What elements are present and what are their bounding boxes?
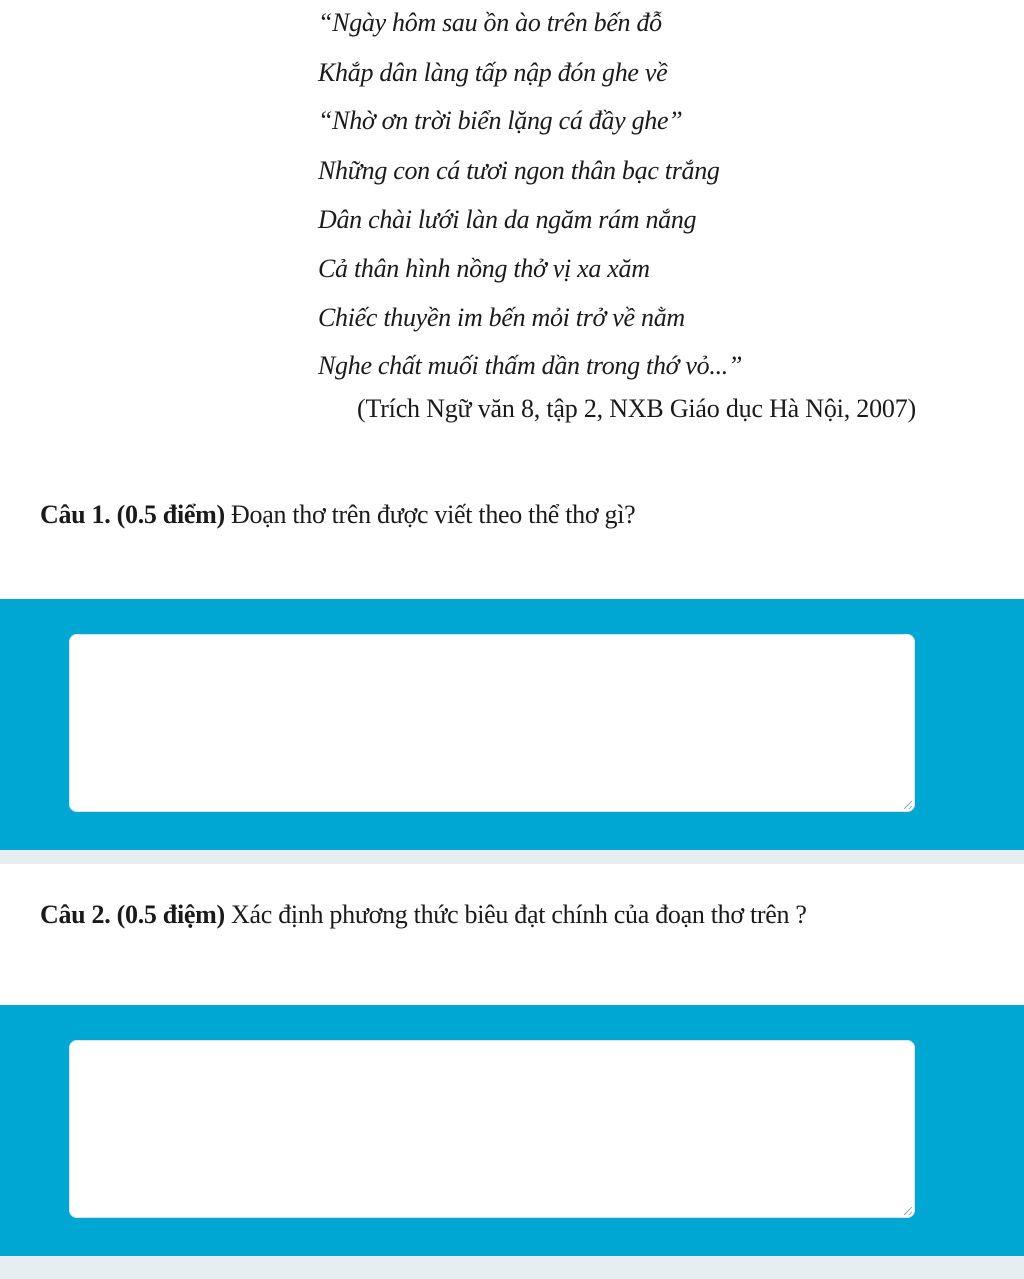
- question-2-label: Câu 2. (0.5 điệm): [40, 900, 225, 929]
- poem-line: “Ngày hôm sau ồn ào trên bến đỗ: [318, 8, 662, 37]
- answer-section-2: [0, 1005, 1024, 1256]
- answer-2-textarea[interactable]: [69, 1040, 915, 1218]
- section-separator: [0, 850, 1024, 864]
- poem-line: Cả thân hình nồng thở vị xa xăm: [318, 254, 650, 283]
- question-1-text: Đoạn thơ trên được viết theo thể thơ gì?: [224, 500, 636, 529]
- answer-section-1: [0, 599, 1024, 850]
- question-1-label: Câu 1. (0.5 điểm): [40, 500, 225, 529]
- poem-line: Nghe chất muối thấm dần trong thớ vỏ...”: [318, 351, 743, 380]
- poem-line: Dân chài lưới làn da ngăm rám nắng: [318, 205, 697, 234]
- poem-line: “Nhờ ơn trời biển lặng cá đầy ghe”: [318, 106, 683, 135]
- poem-line: Khắp dân làng tấp nập đón ghe về: [318, 58, 668, 87]
- question-2-text: Xác định phương thức biêu đạt chính của đoạn thơ trên ?: [224, 900, 807, 929]
- question-2: [40, 900, 807, 930]
- poem-source-citation: (Trích Ngữ văn 8, tập 2, NXB Giáo dục Hà Nội, 2007): [357, 394, 916, 423]
- poem-line: Chiếc thuyền im bến mỏi trở về nằm: [318, 303, 685, 332]
- question-1: [40, 500, 635, 530]
- poem-line: Những con cá tươi ngon thân bạc trắng: [318, 156, 720, 185]
- answer-1-textarea[interactable]: [69, 634, 915, 812]
- section-separator: [0, 1256, 1024, 1279]
